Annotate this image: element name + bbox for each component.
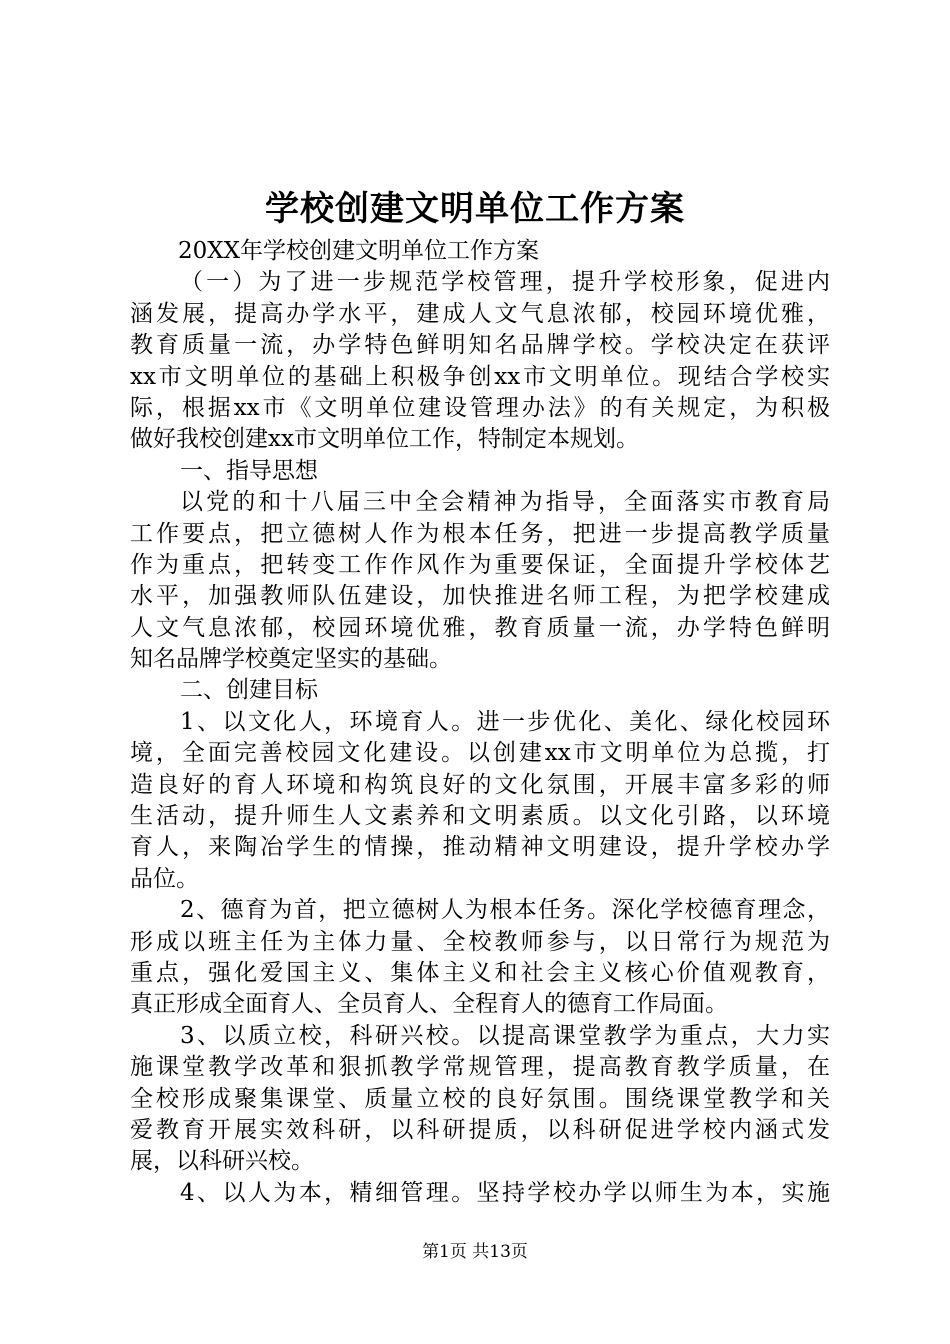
paragraph-line: 真正形成全面育人、全员育人、全程育人的德育工作局面。 <box>130 991 728 1018</box>
paragraph-line: 展，以科研兴校。 <box>130 1148 314 1175</box>
paragraph-line: 以党的和十八届三中全会精神为指导，全面落实市教育局 <box>180 489 830 516</box>
paragraph-line: 作为重点，把转变工作作风作为重要保证，全面提升学校体艺 <box>130 551 830 578</box>
paragraph-line: 3、以质立校，科研兴校。以提高课堂教学为重点，大力实 <box>180 1022 830 1049</box>
paragraph-line: 知名品牌学校奠定坚实的基础。 <box>130 646 452 673</box>
paragraph-line: （一）为了进一步规范学校管理，提升学校形象，促进内 <box>180 269 830 296</box>
paragraph-line: 品位。 <box>130 865 199 892</box>
paragraph-line: 境，全面完善校园文化建设。以创建xx市文明单位为总揽，打 <box>130 740 830 767</box>
page-number: 第1页 共13页 <box>422 1242 528 1262</box>
paragraph-line: 形成以班主任为主体力量、全校教师参与，以日常行为规范为 <box>130 928 830 955</box>
paragraph-line: xx市文明单位的基础上积极争创xx市文明单位。现结合学校实 <box>130 363 830 390</box>
paragraph-line: 全校形成聚集课堂、质量立校的良好氛围。围绕课堂教学和关 <box>130 1085 830 1112</box>
document-body <box>130 236 830 1209</box>
paragraph-line: 际，根据xx市《文明单位建设管理办法》的有关规定，为积极 <box>130 394 830 421</box>
paragraph-line: 水平，加强教师队伍建设，加快推进名师工程，为把学校建成 <box>130 583 830 610</box>
paragraph-line: 育人，来陶冶学生的情操，推动精神文明建设，提升学校办学 <box>130 834 830 861</box>
paragraph-line: 工作要点，把立德树人作为根本任务，把进一步提高教学质量 <box>130 520 830 547</box>
paragraph-line: 4、以人为本，精细管理。坚持学校办学以师生为本，实施 <box>180 1179 830 1206</box>
paragraph-line: 1、以文化人，环境育人。进一步优化、美化、绿化校园环 <box>180 708 830 735</box>
paragraph-line: 重点，强化爱国主义、集体主义和社会主义核心价值观教育， <box>130 959 830 986</box>
paragraph-line: 2、德育为首，把立德树人为根本任务。深化学校德育理念， <box>180 897 830 924</box>
section-heading: 一、指导思想 <box>180 457 318 484</box>
paragraph-line: 人文气息浓郁，校园环境优雅，教育质量一流，办学特色鲜明 <box>130 614 830 641</box>
paragraph-line: 涵发展，提高办学水平，建成人文气息浓郁，校园环境优雅， <box>130 300 830 327</box>
subtitle-line: 20XX年学校创建文明单位工作方案 <box>178 238 540 264</box>
paragraph-line: 教育质量一流，办学特色鲜明知名品牌学校。学校决定在获评 <box>130 332 830 359</box>
paragraph-line: 造良好的育人环境和构筑良好的文化氛围，开展丰富多彩的师 <box>130 771 830 798</box>
paragraph-line: 做好我校创建xx市文明单位工作，特制定本规划。 <box>130 426 639 453</box>
paragraph-line: 生活动，提升师生人文素养和文明素质。以文化引路，以环境 <box>130 803 830 830</box>
paragraph-line: 施课堂教学改革和狠抓教学常规管理，提高教育教学质量，在 <box>130 1054 830 1081</box>
document-title: 学校创建文明单位工作方案 <box>265 189 685 229</box>
paragraph-line: 爱教育开展实效科研，以科研提质，以科研促进学校内涵式发 <box>130 1116 830 1143</box>
section-heading: 二、创建目标 <box>180 677 318 704</box>
